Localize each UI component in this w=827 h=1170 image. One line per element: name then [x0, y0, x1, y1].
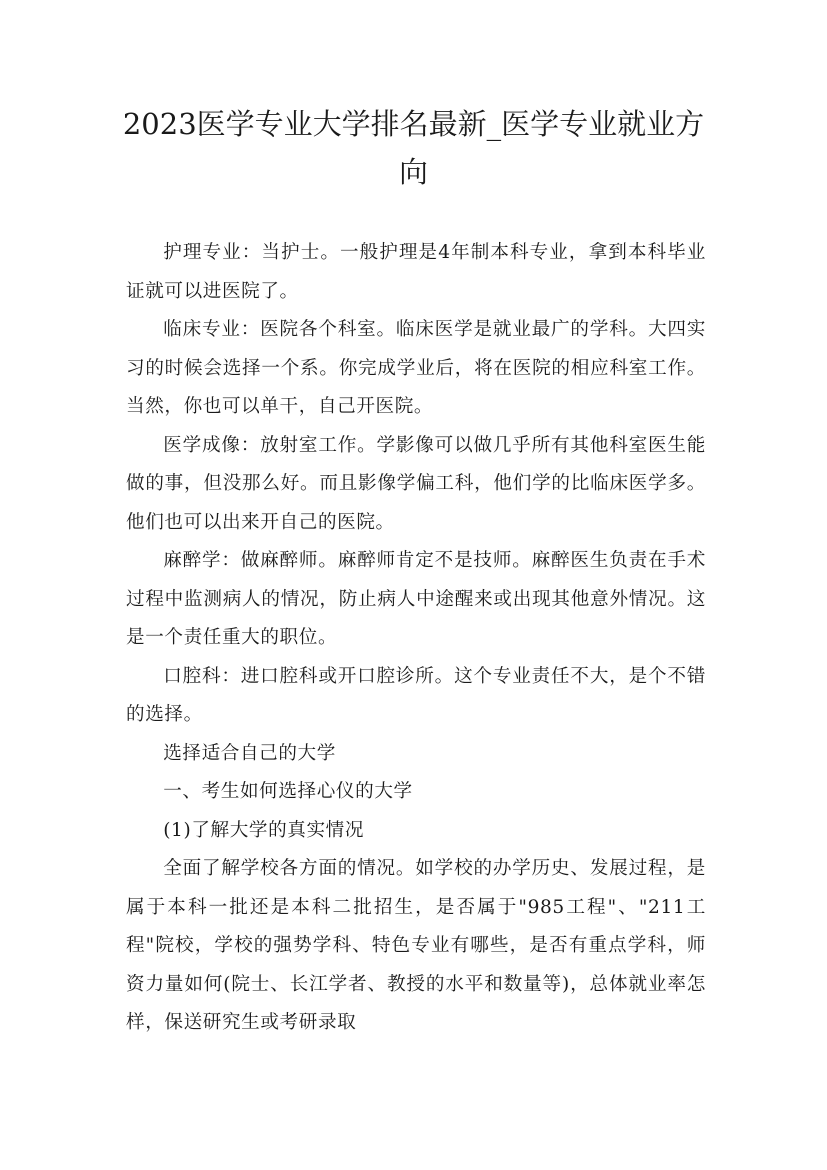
paragraph-stomatology: 口腔科：进口腔科或开口腔诊所。这个专业责任不大，是个不错的选择。	[126, 665, 706, 725]
paragraph-imaging: 医学成像：放射室工作。学影像可以做几乎所有其他科室医生能做的事，但没那么好。而且影像学偏工科，他们学的比临床医学多。他们也可以出来开自己的医院。	[126, 434, 706, 533]
subsection-heading: 一、考生如何选择心仪的大学	[163, 781, 413, 802]
document-title: 2023医学专业大学排名最新_医学专业就业方向	[122, 107, 705, 189]
paragraph-nursing: 护理专业：当护士。一般护理是4年制本科专业，拿到本科毕业证就可以进医院了。	[126, 242, 706, 302]
list-item-heading: (1)了解大学的真实情况	[163, 819, 365, 841]
paragraph-university-info: 全面了解学校各方面的情况。如学校的办学历史、发展过程，是属于本科一批还是本科二批招生，是否属于"985工程"、"211工程"院校，学校的强势学科、特色专业有哪些，是否有重点学科，师资力量如何(院士、长江学者、教授的水平和数量等)，总体就业率怎样，保送研究生或考研录取	[126, 858, 706, 1033]
paragraph-anesthesia: 麻醉学：做麻醉师。麻醉师肯定不是技师。麻醉医生负责在手术过程中监测病人的情况，防止病人中途醒来或出现其他意外情况。这是一个责任重大的职位。	[126, 550, 706, 648]
section-heading: 选择适合自己的大学	[163, 742, 336, 764]
document-body	[126, 234, 706, 1043]
paragraph-clinical: 临床专业：医院各个科室。临床医学是就业最广的学科。大四实习的时候会选择一个系。你完成学业后，将在医院的相应科室工作。当然，你也可以单干，自己开医院。	[126, 319, 706, 417]
